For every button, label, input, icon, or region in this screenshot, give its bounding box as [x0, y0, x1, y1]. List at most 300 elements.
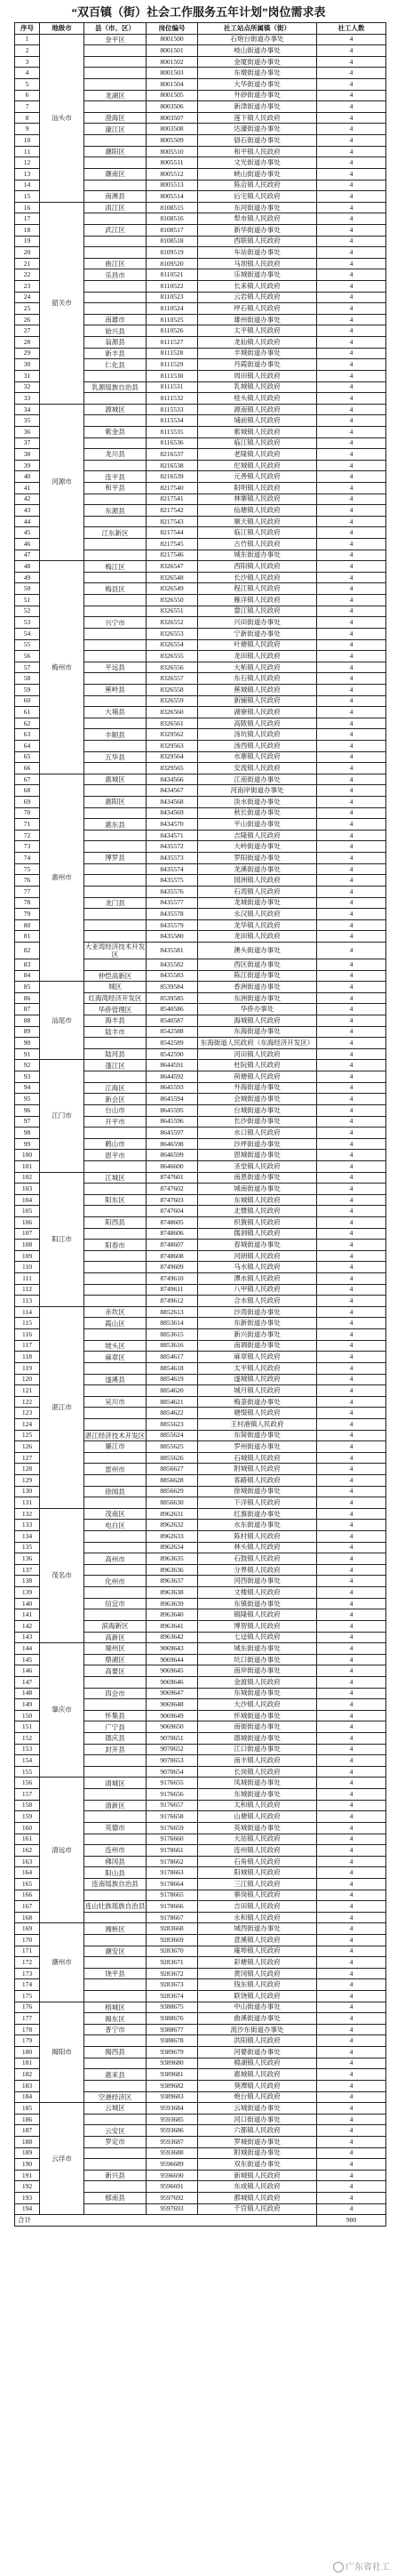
row-count: 4	[317, 213, 386, 225]
row-code: 8111530	[147, 370, 198, 381]
row-station: 临江镇人民政府	[198, 437, 317, 449]
row-station: 周田镇人民政府	[198, 370, 317, 381]
row-count: 4	[317, 572, 386, 583]
row-seq: 11	[15, 146, 40, 157]
row-seq: 46	[15, 539, 40, 550]
row-station: 莲下镇人民政府	[198, 112, 317, 124]
row-station: 联饶镇人民政府	[198, 1991, 317, 2002]
row-count: 4	[317, 1587, 386, 1599]
row-count: 4	[317, 1138, 386, 1150]
row-station: 南恩街道办事处	[198, 1172, 317, 1184]
row-code: 8001500	[147, 34, 198, 45]
row-station: 沙湾街道办事处	[198, 1306, 317, 1318]
row-station: 澳头街道办事处	[198, 942, 317, 959]
row-county	[84, 1418, 147, 1430]
row-code: 9388676	[147, 2013, 198, 2025]
row-count: 4	[317, 2080, 386, 2091]
row-count: 4	[317, 415, 386, 427]
row-station: 东新街道办事处	[198, 1318, 317, 1329]
row-seq: 81	[15, 931, 40, 943]
row-county: 揭西县	[84, 2047, 147, 2058]
row-code: 8109520	[147, 258, 198, 269]
row-station: 临江镇人民政府	[198, 527, 317, 539]
row-county	[84, 1160, 147, 1172]
row-count: 4	[317, 830, 386, 841]
row-station: 桂头镇人民政府	[198, 393, 317, 405]
table-row	[15, 1508, 386, 1520]
row-count: 4	[317, 1620, 386, 1632]
row-code: 8856627	[147, 1464, 198, 1475]
row-county: 廉江市	[84, 1441, 147, 1453]
row-station: 南丰镇人民政府	[198, 1755, 317, 1767]
row-seq: 37	[15, 437, 40, 449]
row-seq: 109	[15, 1250, 40, 1262]
row-county	[84, 875, 147, 887]
row-code: 8540586	[147, 1004, 198, 1015]
row-county: 遂溪县	[84, 1374, 147, 1385]
row-station: 石城镇人民政府	[198, 1452, 317, 1464]
table-row	[15, 982, 386, 993]
row-seq: 19	[15, 236, 40, 247]
row-county	[84, 56, 147, 68]
row-count: 4	[317, 807, 386, 819]
row-station: 连州镇人民政府	[198, 1845, 317, 1857]
watermark-text: 广东省社工	[345, 2562, 390, 2572]
row-city: 云浮市	[40, 2103, 84, 2215]
row-code: 8108517	[147, 224, 198, 236]
row-count: 4	[317, 314, 386, 325]
row-county	[84, 959, 147, 970]
row-seq: 145	[15, 1654, 40, 1665]
row-county: 榕城区	[84, 2002, 147, 2013]
row-county	[84, 460, 147, 471]
row-count: 4	[317, 1564, 386, 1576]
row-city: 汕头市	[40, 34, 84, 202]
row-seq: 129	[15, 1475, 40, 1487]
row-seq: 24	[15, 292, 40, 303]
row-code: 9070654	[147, 1766, 198, 1778]
row-code: 8852613	[147, 1306, 198, 1318]
row-county: 赤坎区	[84, 1306, 147, 1318]
row-code: 8542589	[147, 1038, 198, 1049]
table-body	[15, 34, 386, 2215]
row-count: 4	[317, 595, 386, 606]
row-seq: 36	[15, 426, 40, 437]
row-station: 永汉镇人民政府	[198, 909, 317, 920]
row-county	[84, 393, 147, 405]
row-count: 4	[317, 763, 386, 774]
row-city: 河源市	[40, 404, 84, 561]
row-county	[84, 101, 147, 113]
row-county	[84, 639, 147, 651]
row-county	[84, 1184, 147, 1195]
row-count: 4	[317, 168, 386, 180]
row-count: 4	[317, 112, 386, 124]
row-count: 4	[317, 1452, 386, 1464]
row-county	[84, 1957, 147, 1969]
row-code: 8435574	[147, 863, 198, 875]
row-station: 新兴街道办事处	[198, 1329, 317, 1341]
row-code: 8001502	[147, 56, 198, 68]
row-seq: 104	[15, 1194, 40, 1206]
row-code: 9178666	[147, 1901, 198, 1913]
row-station: 凤城街道办事处	[198, 1778, 317, 1789]
row-seq: 64	[15, 741, 40, 752]
row-county	[84, 741, 147, 752]
row-station: 客路镇人民政府	[198, 1475, 317, 1487]
row-station: 和平镇人民政府	[198, 146, 317, 157]
row-count: 4	[317, 992, 386, 1004]
row-station: 王村港镇人民政府	[198, 1418, 317, 1430]
row-code: 8326555	[147, 651, 198, 662]
row-seq: 159	[15, 1811, 40, 1823]
row-count: 4	[317, 897, 386, 909]
row-county: 江东新区	[84, 527, 147, 539]
row-seq: 130	[15, 1486, 40, 1497]
row-code: 8001503	[147, 68, 198, 79]
row-count: 4	[317, 1441, 386, 1453]
row-city: 揭阳市	[40, 2002, 84, 2102]
row-seq: 2	[15, 45, 40, 57]
row-station: 西联镇人民政府	[198, 236, 317, 247]
row-county	[84, 763, 147, 774]
row-county: 台山市	[84, 1104, 147, 1116]
row-seq: 9	[15, 124, 40, 135]
row-county	[84, 45, 147, 57]
row-seq: 18	[15, 224, 40, 236]
row-county: 梅江区	[84, 561, 147, 573]
row-count: 4	[317, 1128, 386, 1139]
row-count: 4	[317, 550, 386, 561]
row-county: 信宜市	[84, 1598, 147, 1609]
row-county	[84, 572, 147, 583]
row-seq: 153	[15, 1744, 40, 1755]
row-code: 8646600	[147, 1160, 198, 1172]
row-count: 4	[317, 1890, 386, 1901]
table-header-row	[15, 23, 386, 35]
row-count: 4	[317, 460, 386, 471]
row-county: 清新区	[84, 1800, 147, 1811]
row-county	[84, 909, 147, 920]
row-station: 博贺镇人民政府	[198, 1620, 317, 1632]
row-count: 4	[317, 2024, 386, 2035]
row-county	[84, 1676, 147, 1688]
row-county	[84, 1934, 147, 1946]
row-count: 4	[317, 404, 386, 415]
row-seq: 134	[15, 1531, 40, 1543]
row-count: 4	[317, 1104, 386, 1116]
row-seq: 15	[15, 191, 40, 203]
row-station: 西阳镇人民政府	[198, 561, 317, 573]
row-code: 8434567	[147, 785, 198, 797]
row-count: 4	[317, 1632, 386, 1643]
row-count: 4	[317, 325, 386, 337]
row-county	[84, 415, 147, 427]
row-code: 8962634	[147, 1542, 198, 1553]
row-seq: 113	[15, 1296, 40, 1307]
row-count: 4	[317, 359, 386, 371]
table-row	[15, 2103, 386, 2115]
row-seq: 67	[15, 774, 40, 785]
row-count: 4	[317, 1329, 386, 1341]
row-count: 4	[317, 1194, 386, 1206]
row-county	[84, 494, 147, 505]
row-count: 4	[317, 258, 386, 269]
row-count: 4	[317, 1306, 386, 1318]
row-county	[84, 1385, 147, 1397]
row-station: 太平镇人民政府	[198, 1362, 317, 1374]
row-seq: 155	[15, 1766, 40, 1778]
row-code: 8435573	[147, 853, 198, 864]
row-count: 4	[317, 919, 386, 931]
row-county	[84, 863, 147, 875]
row-station: 紫城镇人民政府	[198, 426, 317, 437]
row-county: 兴宁市	[84, 617, 147, 629]
row-count: 4	[317, 1362, 386, 1374]
row-code: 8963641	[147, 1620, 198, 1632]
row-station: 外砂街道办事处	[198, 90, 317, 101]
row-code: 8110526	[147, 325, 198, 337]
row-county	[84, 1890, 147, 1901]
row-code: 8749611	[147, 1284, 198, 1296]
row-count: 4	[317, 269, 386, 281]
row-station: 坑口街道办事处	[198, 1654, 317, 1665]
row-seq: 112	[15, 1284, 40, 1296]
row-station: 圣堂镇人民政府	[198, 1160, 317, 1172]
row-station: 麻章镇人民政府	[198, 1352, 317, 1363]
row-city: 潮州市	[40, 1923, 84, 2002]
row-county	[84, 1755, 147, 1767]
row-count: 4	[317, 1116, 386, 1128]
row-station: 雄州街道办事处	[198, 314, 317, 325]
row-station: 水寨镇人民政府	[198, 751, 317, 763]
row-seq: 114	[15, 1306, 40, 1318]
row-code: 8645596	[147, 1116, 198, 1128]
row-station: 新铺镇人民政府	[198, 695, 317, 707]
row-seq: 22	[15, 269, 40, 281]
row-seq: 170	[15, 1934, 40, 1946]
row-station: 西区街道办事处	[198, 959, 317, 970]
row-code: 8853614	[147, 1318, 198, 1329]
row-code: 8854622	[147, 1408, 198, 1419]
row-seq: 65	[15, 751, 40, 763]
row-station: 马水镇人民政府	[198, 1262, 317, 1273]
header-count: 社工人数	[317, 23, 386, 35]
row-code: 8003507	[147, 112, 198, 124]
row-station: 新华街道办事处	[198, 224, 317, 236]
row-seq: 122	[15, 1396, 40, 1408]
row-count: 4	[317, 639, 386, 651]
row-station: 石鼓镇人民政府	[198, 1553, 317, 1565]
row-count: 4	[317, 2181, 386, 2193]
row-code: 8217544	[147, 527, 198, 539]
row-station: 台城街道办事处	[198, 1104, 317, 1116]
row-station: 德城街道办事处	[198, 1733, 317, 1745]
row-station: 程江镇人民政府	[198, 583, 317, 595]
row-county: 濠江区	[84, 124, 147, 135]
row-code: 8434570	[147, 819, 198, 831]
row-code: 8646599	[147, 1150, 198, 1161]
row-count: 4	[317, 695, 386, 707]
row-count: 4	[317, 381, 386, 393]
row-station: 外海街道办事处	[198, 1082, 317, 1094]
row-count: 4	[317, 180, 386, 191]
row-count: 4	[317, 1744, 386, 1755]
row-station: 徐城街道办事处	[198, 1486, 317, 1497]
row-code: 8003508	[147, 124, 198, 135]
row-station: 汤坑镇人民政府	[198, 729, 317, 741]
row-code: 8108516	[147, 213, 198, 225]
row-station: 惠城镇人民政府	[198, 2069, 317, 2081]
row-seq: 125	[15, 1430, 40, 1441]
row-station: 龙城街道办事处	[198, 897, 317, 909]
row-seq: 90	[15, 1038, 40, 1049]
row-county: 仲恺高新区	[84, 970, 147, 982]
row-seq: 147	[15, 1676, 40, 1688]
row-city: 惠州市	[40, 774, 84, 981]
row-county	[84, 1329, 147, 1341]
row-county: 清城区	[84, 1778, 147, 1789]
row-county: 连山壮族瑶族自治县	[84, 1902, 146, 1911]
row-code: 8855624	[147, 1430, 198, 1441]
row-station: 河南岸街道办事处	[198, 785, 317, 797]
row-station: 长岗镇人民政府	[198, 1766, 317, 1778]
row-county	[84, 606, 147, 617]
row-code: 9178667	[147, 1912, 198, 1923]
row-count: 4	[317, 1094, 386, 1105]
row-code: 8963639	[147, 1598, 198, 1609]
row-count: 4	[317, 124, 386, 135]
row-code: 8435572	[147, 841, 198, 853]
row-code: 8542588	[147, 1026, 198, 1038]
row-count: 4	[317, 1576, 386, 1587]
row-station: 红旗街道办事处	[198, 1508, 317, 1520]
row-seq: 177	[15, 2013, 40, 2025]
row-station: 礐石街道办事处	[198, 135, 317, 147]
row-code: 8748606	[147, 1228, 198, 1240]
row-county: 连平县	[84, 471, 147, 483]
row-seq: 167	[15, 1901, 40, 1913]
row-county: 阳山县	[84, 1867, 147, 1879]
row-seq: 171	[15, 1946, 40, 1957]
table-row	[15, 34, 386, 45]
row-seq: 69	[15, 797, 40, 808]
row-code: 8326559	[147, 695, 198, 707]
row-county	[84, 1991, 147, 2002]
row-county: 龙湖区	[84, 90, 147, 101]
row-count: 4	[317, 1228, 386, 1240]
row-seq: 126	[15, 1441, 40, 1453]
row-station: 炮台镇人民政府	[198, 2091, 317, 2103]
row-count: 4	[317, 909, 386, 920]
row-code: 9176655	[147, 1778, 198, 1789]
row-seq: 29	[15, 348, 40, 359]
row-station: 东石镇人民政府	[198, 673, 317, 685]
row-seq: 192	[15, 2181, 40, 2193]
row-count: 4	[317, 1430, 386, 1441]
row-county	[84, 651, 147, 662]
row-code: 8434566	[147, 774, 198, 785]
total-label: 合计	[15, 2215, 317, 2227]
row-seq: 181	[15, 2058, 40, 2069]
table-row	[15, 404, 386, 415]
row-seq: 56	[15, 651, 40, 662]
row-city: 阳江市	[40, 1172, 84, 1306]
row-county	[84, 213, 147, 225]
row-seq: 60	[15, 695, 40, 707]
table-row	[15, 2002, 386, 2013]
row-seq: 183	[15, 2080, 40, 2091]
row-county: 潮安区	[84, 1946, 147, 1957]
row-count: 4	[317, 617, 386, 629]
row-code: 8542590	[147, 1048, 198, 1060]
row-station: 怀城街道办事处	[198, 1710, 317, 1721]
row-county: 化州市	[84, 1576, 147, 1587]
row-county: 大埔县	[84, 707, 147, 718]
row-seq: 62	[15, 718, 40, 729]
row-count: 4	[317, 1946, 386, 1957]
row-code: 8645594	[147, 1094, 198, 1105]
row-count: 4	[317, 841, 386, 853]
row-station: 沙坪街道办事处	[198, 1138, 317, 1150]
row-count: 4	[317, 797, 386, 808]
row-seq: 33	[15, 393, 40, 405]
row-code: 9069650	[147, 1721, 198, 1733]
row-seq: 14	[15, 180, 40, 191]
row-seq: 110	[15, 1262, 40, 1273]
row-station: 永和镇人民政府	[198, 1912, 317, 1923]
row-code: 8001505	[147, 90, 198, 101]
row-county: 惠来县	[84, 2069, 147, 2081]
row-count: 4	[317, 539, 386, 550]
row-county	[84, 516, 147, 527]
row-county: 浈江区	[84, 202, 147, 213]
row-station: 顺天镇人民政府	[198, 516, 317, 527]
row-count: 4	[317, 1912, 386, 1923]
row-code: 9178662	[147, 1856, 198, 1867]
row-seq: 99	[15, 1138, 40, 1150]
row-code: 9597693	[147, 2203, 198, 2215]
row-code: 8003506	[147, 101, 198, 113]
row-seq: 133	[15, 1520, 40, 1531]
row-station: 东河街道办事处	[198, 202, 317, 213]
row-county: 霞山区	[84, 1318, 147, 1329]
row-seq: 77	[15, 886, 40, 897]
row-count: 4	[317, 56, 386, 68]
row-code: 8646598	[147, 1138, 198, 1150]
row-code: 8434571	[147, 830, 198, 841]
row-seq: 102	[15, 1172, 40, 1184]
row-code: 9283668	[147, 1923, 198, 1935]
header-county: 县（市、区）	[84, 23, 147, 35]
row-station: 雁洋镇人民政府	[198, 595, 317, 606]
row-station: 龙溪街道办事处	[198, 863, 317, 875]
row-code: 8326554	[147, 639, 198, 651]
row-station: 流沙东街道办事处	[198, 2024, 317, 2035]
row-seq: 35	[15, 415, 40, 427]
row-count: 4	[317, 1216, 386, 1228]
row-county: 云城区	[84, 2103, 147, 2115]
row-count: 4	[317, 426, 386, 437]
row-county	[84, 180, 147, 191]
row-count: 4	[317, 2147, 386, 2159]
row-code: 9176656	[147, 1789, 198, 1801]
row-station: 岐山街道办事处	[198, 45, 317, 57]
position-demand-table	[14, 22, 386, 2227]
row-seq: 146	[15, 1665, 40, 1677]
row-station: 七迳镇人民政府	[198, 1632, 317, 1643]
row-count: 4	[317, 505, 386, 517]
